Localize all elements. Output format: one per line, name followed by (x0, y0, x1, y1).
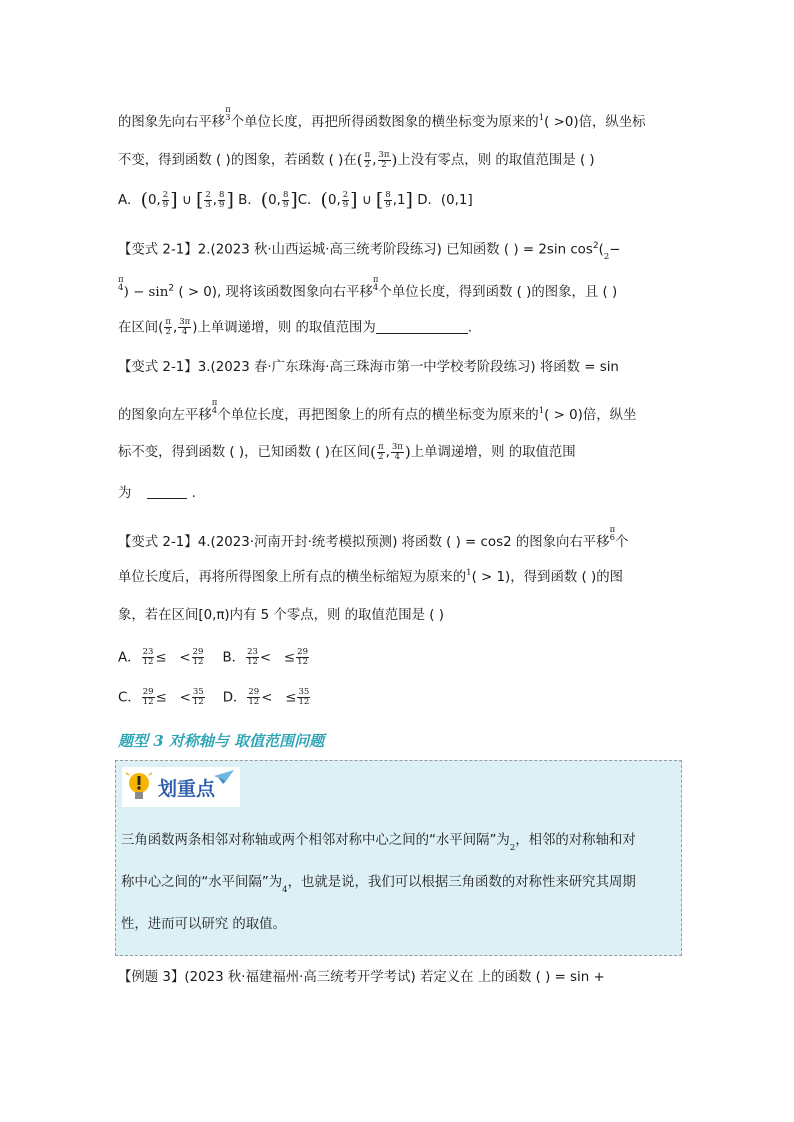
fraction: π 3 (225, 105, 231, 123)
fraction: $\frac{3\pi}{2}$ (378, 149, 390, 170)
text: (2023 秋·山西运城·高三统考阶段练习) 已知函数 ( ) = 2sin cos (210, 242, 593, 258)
variant-3-line-2 (118, 399, 636, 426)
answer-blank[interactable] (147, 486, 187, 499)
fraction: 4 (282, 885, 288, 895)
text: 上没有零点，则 的取值范围是 ( ) (397, 153, 595, 168)
variant-2-line-3: 在区间( $\frac{\pi}{2}$ , $\frac{3\pi}{4}$ )上单调递增，则 的取值范围为 . (118, 317, 473, 337)
variant-tag: 【变式 2-1】3. (118, 360, 211, 375)
example-tag: 【例题 3】 (118, 970, 185, 985)
variant-2-line-2: π 4 ) − $\sin^2$ ( > 0), 现将该函数图象向右平移π 4 个单位长度，得到函数 ( )的图象，且 ( ) (118, 275, 618, 300)
text: 不变，得到函数 ( )的图象，若函数 ( )在 (118, 153, 357, 168)
variant-3-line-4 (118, 484, 196, 504)
variant-2-line-1 (118, 236, 620, 261)
option-b-label: B． (222, 650, 246, 666)
text: . (467, 320, 473, 336)
fraction: 1 (538, 406, 545, 416)
key-point-line-1 (121, 831, 636, 852)
text: 为 (118, 486, 132, 501)
variant-4-options-row-1: A． $\frac{23}{12}$ ≤ < $\frac{29}{12}$ B． $\frac{23}{12}$ < ≤ $\frac{29}{12}$ (118, 647, 308, 667)
text: 个单位长度，再把所得函数图象的横坐标变为原来的 (230, 115, 539, 130)
option-b-label: B． (238, 193, 261, 208)
text: 在区间( (118, 320, 164, 336)
superscript: 2 (592, 241, 599, 251)
option-c-label: C． (297, 193, 321, 208)
text: (2023·河南开封·统考模拟预测) 将函数 ( ) = cos2 的图象向右平移 (210, 535, 610, 550)
option-c-label: C． (118, 690, 141, 706)
example-3-line-1 (118, 968, 605, 988)
prev-problem-line-2: 不变，得到函数 ( )的图象，若函数 ( )在( $\frac{\pi}{2}$ , $\frac{3\pi}{2}$ )上没有零点，则 的取值范围是 ( ) (118, 149, 595, 170)
text: ( > 0)倍，纵坐 (544, 408, 637, 423)
text: 单位长度后，再将所得图象上所有点的横坐标缩短为原来的 (118, 570, 467, 585)
key-point-line-3 (121, 915, 286, 935)
fraction: 2 (603, 252, 610, 263)
text: . (191, 486, 196, 501)
fraction: $\frac{\pi}{2}$ (364, 149, 371, 170)
option-d: D．(0,1] (417, 193, 473, 208)
variant-tag: 【变式 2-1】2. (118, 242, 211, 258)
variant-4-line-1 (118, 526, 629, 553)
text: 象，若在区间[0,π)内有 5 个零点，则 的取值范围是 ( ) (118, 608, 444, 623)
variant-4-line-2 (118, 568, 623, 588)
text: − (609, 242, 621, 258)
text: ( (598, 242, 604, 258)
text: 称中心之间的“水平间隔”为 (121, 875, 283, 890)
option-a-label: A． (118, 193, 141, 208)
text: ( > 1)，得到函数 ( )的图 (471, 570, 623, 585)
text: 三角函数两条相邻对称轴或两个相邻对称中心之间的“水平间隔”为 (121, 833, 510, 848)
option-a-label: A． (118, 650, 141, 666)
key-point-badge (122, 767, 240, 807)
fraction: π 4 (211, 398, 218, 416)
variant-3-line-1 (118, 358, 619, 378)
text: 性，进而可以研究 的取值。 (121, 917, 286, 932)
key-point-box (115, 760, 682, 956)
fraction: π 6 (609, 525, 616, 543)
key-point-line-2 (121, 873, 636, 894)
text: 个单位长度，再把图象上的所有点的横坐标变为原来的 (217, 408, 539, 423)
fraction: π 4 (372, 275, 379, 293)
variant-tag: 【变式 2-1】4. (118, 535, 211, 550)
option-d-label: D． (222, 690, 247, 706)
fraction: 2 (509, 843, 516, 853)
text: 的图象先向右平移 (118, 115, 226, 130)
text: ，也就是说，我们可以根据三角函数的对称性来研究其周期 (287, 875, 636, 890)
text: 个 (615, 535, 629, 550)
variant-4-options-row-2: C． $\frac{29}{12}$ ≤ < $\frac{35}{12}$ D． $\frac{29}{12}$ < ≤ $\frac{35}{12}$ (118, 687, 310, 707)
answer-blank[interactable] (376, 321, 468, 334)
text: 的图象向左平移 (118, 408, 212, 423)
badge-label: 划重点 (158, 778, 216, 800)
text: ) − sin (123, 285, 169, 300)
text: ( >0)倍，纵坐标 (544, 115, 646, 130)
section-heading: 题型 3 对称轴与 取值范围问题 (118, 732, 325, 750)
fraction: 1 (538, 113, 545, 123)
text: (2023 春·广东珠海·高三珠海市第一中学校考阶段练习) 将函数 = sin (210, 360, 619, 375)
variant-3-line-3: 标不变，得到函数 ( )，已知函数 ( )在区间( $\frac{\pi}{2}$ , $\frac{3\pi}{4}$ )上单调递增，则 的取值范围 (118, 441, 576, 462)
fraction: 1 (466, 568, 472, 578)
text: ( > 0), 现将该函数图象向右平移 (174, 285, 373, 300)
prev-problem-options: A．(0, $\frac{2}{9}$ ] ∪ [ $\frac{2}{3}$ , $\frac{8}{9}$ ] B．(0, $\frac{8}{9}$ ]C．(0, $\frac{2}{9}$ ] ∪ [ $\frac{8}{9}$ ,1] D．(0,1] (118, 189, 473, 211)
variant-4-line-3 (118, 606, 444, 626)
text: 上单调递增，则 的取值范围 (410, 445, 576, 460)
text: )上单调递增，则 的取值范围为 (192, 320, 376, 336)
fraction: π 4 (118, 275, 124, 293)
text: ，相邻的对称轴和对 (515, 833, 636, 848)
text: 个单位长度，得到函数 ( )的图象，且 ( ) (378, 285, 618, 300)
prev-problem-line-1 (118, 106, 646, 133)
text: (2023 秋·福建福州·高三统考开学考试) 若定义在 上的函数 ( ) = sin + (184, 970, 605, 985)
text: 标不变，得到函数 ( )，已知函数 ( )在区间 (118, 445, 371, 460)
